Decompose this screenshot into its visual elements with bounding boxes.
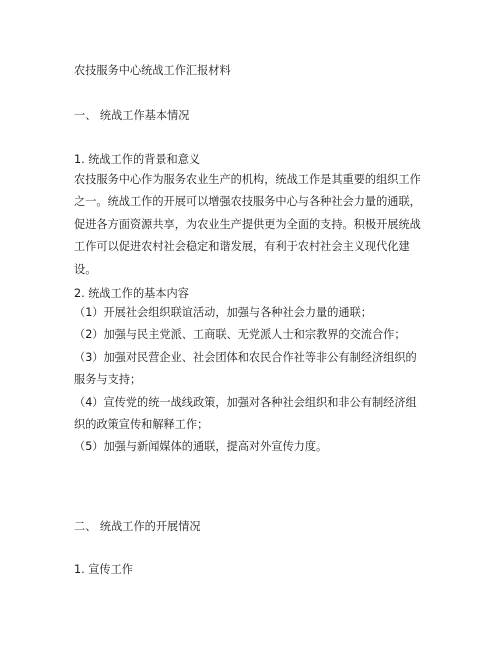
background-paragraph: 农技服务中心作为服务农业生产的机构，统战工作是其重要的组织工作之一。统战工作的开展可以增强农技服务中心与各种社会力量的通联，促进各方面资源共享，为农业生产提供更为全面的支持。积极开展统战工作可以促进农村社会稳定和谐发展，有利于农村社会主义现代化建设。: [74, 173, 421, 276]
list-item: （2）加强与民主党派、工商联、无党派人士和宗教界的交流合作；: [74, 328, 406, 342]
section-heading-1: 一、 统战工作基本情况: [74, 109, 190, 122]
list-item: （4）宣传党的统一战线政策，加强对各种社会组织和非公有制经济组织的政策宣传和解释工作；: [74, 395, 417, 432]
document-title: 农技服务中心统战工作汇报材料: [74, 64, 231, 77]
list-item: （3）加强对民营企业、社会团体和农民合作社等非公有制经济组织的服务与支持；: [74, 350, 417, 387]
list-item: （5）加强与新闻媒体的通联，提高对外宣传力度。: [74, 440, 328, 454]
subsection-heading-1: 1. 统战工作的背景和意义: [74, 153, 201, 166]
list-item: （1）开展社会组织联谊活动，加强与各种社会力量的通联；: [74, 306, 372, 319]
section-heading-2: 二、 统战工作的开展情况: [74, 520, 201, 533]
content-list: [74, 302, 424, 459]
subsection-heading-2: 2. 统战工作的基本内容: [74, 287, 189, 300]
subsection-heading-3: 1. 宣传工作: [74, 563, 133, 576]
